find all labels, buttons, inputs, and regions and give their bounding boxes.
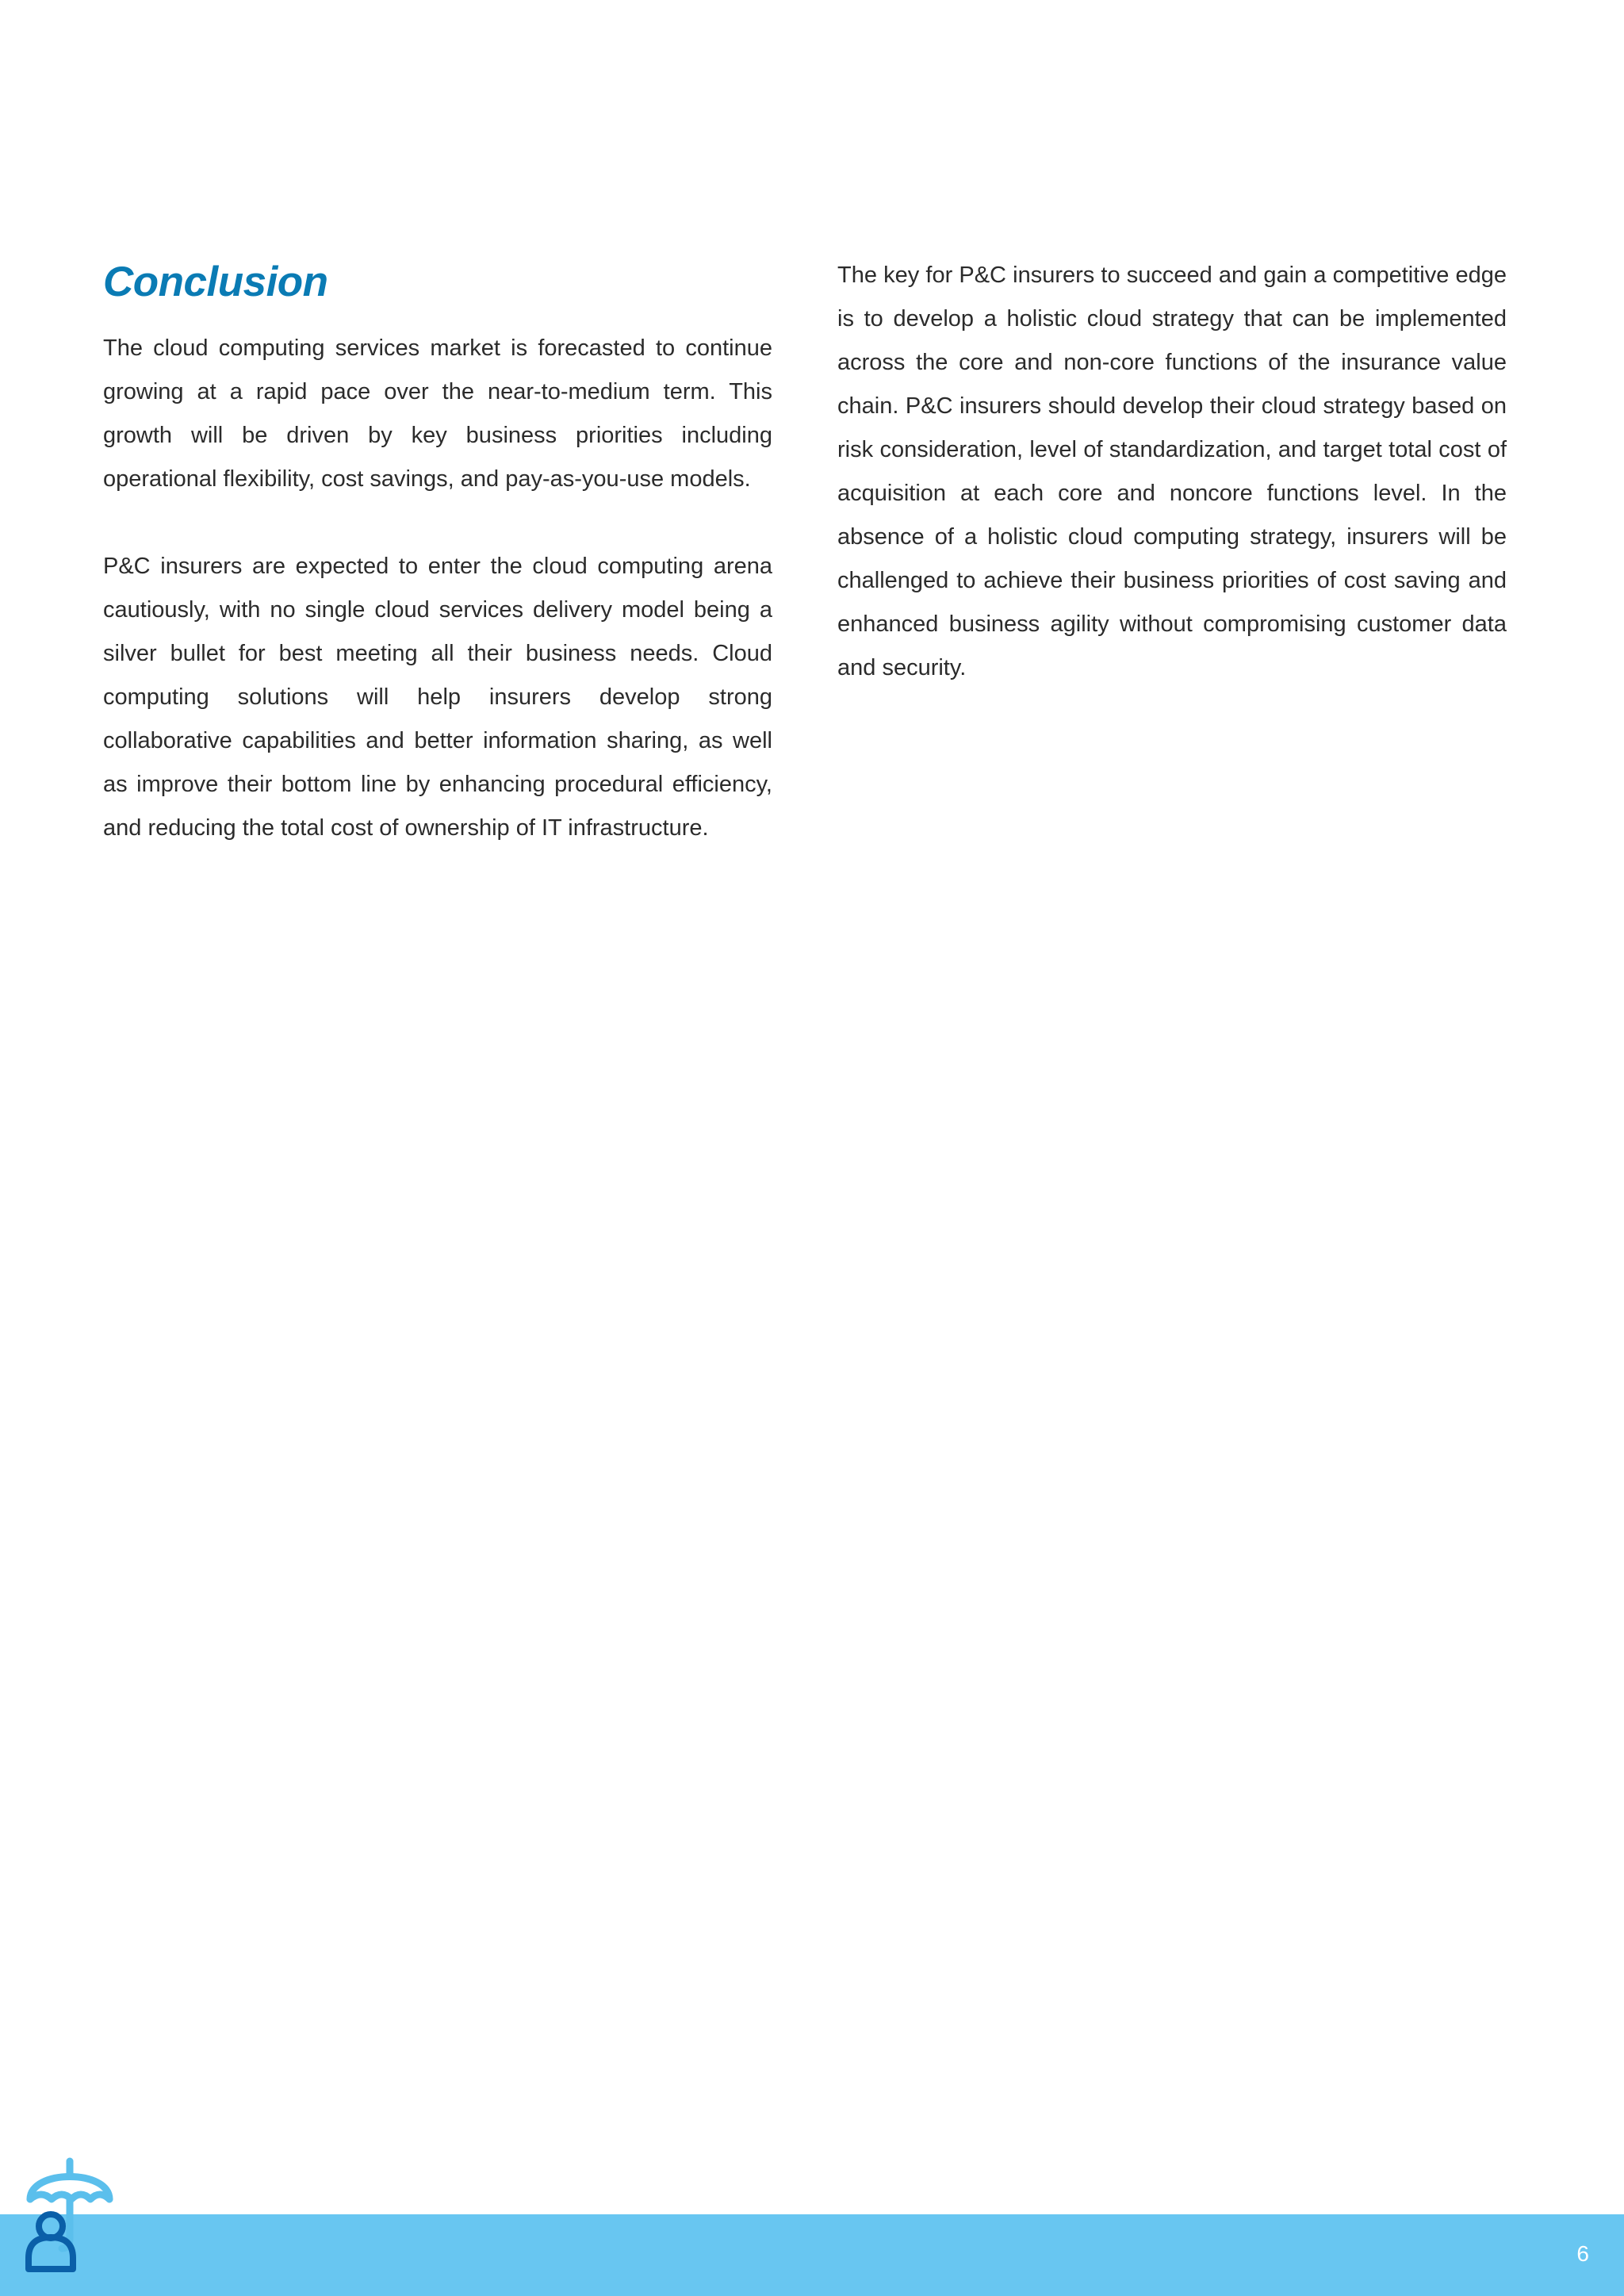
right-column bbox=[837, 254, 1507, 690]
paragraph-insurers-cloud-entry: P&C insurers are expected to enter the cloud computing arena cautiously, with no single cloud services delivery model being a silver bullet for best meeting all their business needs. Cloud computing solutions will help insurers develop strong collaborative capabilities and better information sharing, as well as improve their bottom line by enhancing procedural efficiency, and reducing the total cost of ownership of IT infrastructure. bbox=[103, 554, 772, 841]
section-heading: Conclusion bbox=[103, 259, 328, 305]
footer-bar bbox=[0, 2214, 1624, 2296]
umbrella-person-icon bbox=[24, 2145, 116, 2272]
page-number: 6 bbox=[1576, 2241, 1589, 2266]
paragraph-holistic-strategy: The key for P&C insurers to succeed and gain a competitive edge is to develop a holistic cloud strategy that can be implemented across the core and non-core functions of the insurance value chain. P&C insurers should develop their cloud strategy based on risk consideration, level of standardization, and target total cost of acquisition at each core and noncore functions level. In the absence of a holistic cloud computing strategy, insurers will be challenged to achieve their business priorities of cost saving and enhanced business agility without compromising customer data and security. bbox=[837, 263, 1507, 680]
paragraph-market-forecast: The cloud computing services market is forecasted to continue growing at a rapid pace over the near-to-medium term. This growth will be driven by key business priorities including operational flexibility, cost savings, and pay-as-you-use models. bbox=[103, 335, 772, 492]
left-column bbox=[103, 254, 772, 850]
